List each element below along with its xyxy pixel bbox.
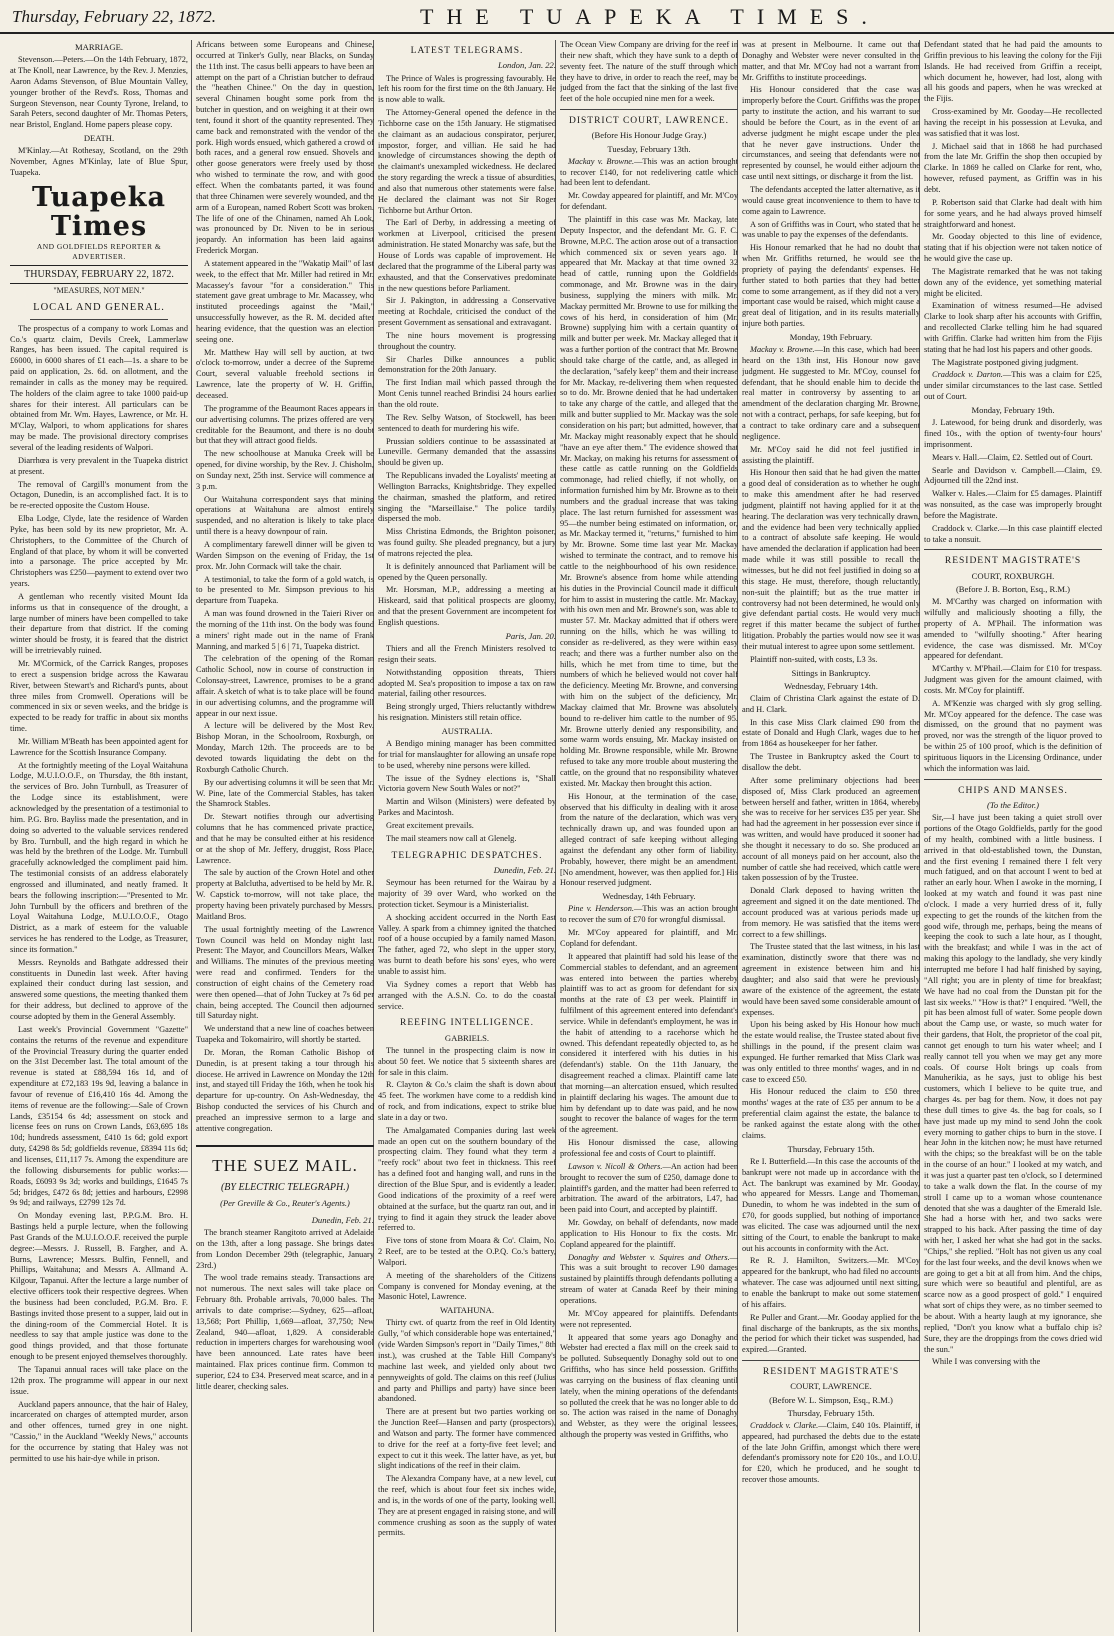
paragraph: Cross-examined by Mr. Gooday—He recollected having the receipt in his possession at Levuka, and was satisfied that it was lost. xyxy=(924,107,1102,138)
paper-name: THE TUAPEKA TIMES. xyxy=(420,4,880,29)
district-court-heading: DISTRICT COURT, LAWRENCE. xyxy=(568,116,729,127)
paragraph: The removal of Cargill's monument from the Octagon, Dunedin, is an accomplished fact. It is to be re-erected opposite the Custom House. xyxy=(10,479,188,511)
paragraph: We understand that a new line of coaches between Tuapeka and Tokomairiro, will shortly be started. xyxy=(196,1024,374,1045)
suez-mail-agents: (Per Greville & Co., Reuter's Agents.) xyxy=(220,1197,350,1208)
paragraph: Prussian soldiers continue to be assassinated at Luneville. Germany demanded that the assassins should be given up. xyxy=(378,436,556,468)
paragraph: M. M'Carthy was charged on information with wilfully and maliciously shooting a filly, the property of A. M'Phail. The information was amended to "wilfully shooting." After hearing evidence, the case was dismissed. Mr. M'Coy appeared for defendant. xyxy=(924,597,1102,661)
dateline: Paris, Jan. 20. xyxy=(505,630,556,641)
paragraph: Being strongly urged, Thiers reluctantly withdrew his resignation. Ministers still retain office. xyxy=(378,702,556,723)
column-1 xyxy=(10,40,188,1632)
paragraph: Mr. M'Coy said he did not feel justified in assisting the plaintiff. xyxy=(742,444,920,465)
paragraph: Sir J. Pakington, in addressing a Conservative meeting at Rochdale, criticised the conduct of the present Government as sensational and extravagant. xyxy=(378,296,556,328)
court-date: Thursday, February 15th. xyxy=(787,1143,875,1154)
paragraph: Re R. J. Hamilton, Switzers.—Mr. M'Coy appeared for the bankrupt, who had filed no accounts whatever. The case was adjourned until next sitting, to enable the bankrupt to make out some statement of his affairs. xyxy=(742,1256,920,1309)
case-name: Donaghy and Webster v. Squires and Others. xyxy=(568,1252,730,1262)
paragraph: The first Indian mail which passed through the Mont Cenis tunnel reached Brindisi 24 hours earlier than the old route. xyxy=(378,378,556,409)
gabriels-heading: GABRIELS. xyxy=(444,1032,490,1043)
case-name: Pine v. Henderson. xyxy=(568,904,634,914)
paragraph: A meeting of the shareholders of the Citizens Company is convened for Monday evening, at the Masonic Hotel, Lawrence. xyxy=(378,1270,556,1302)
paragraph: The celebration of the opening of the Roman Catholic School, now in course of construction in Colonsay-street, Lawrence, promises to be a grand affair. A sketch of what is to take place will be found in our advertising columns, and the programme will appear in our next issue. xyxy=(196,654,374,718)
paragraph: The Prince of Wales is progressing favourably. He left his room for the first time on the 8th January. He is now able to walk. xyxy=(378,73,556,105)
dateline: London, Jan. 22. xyxy=(497,60,556,71)
paragraph: Mr. William M'Beath has been appointed agent for Lawrence for the Scottish Insurance Company. xyxy=(10,736,188,757)
case-name: Craddock v. Darton. xyxy=(932,370,1003,380)
australia-heading: AUSTRALIA. xyxy=(441,725,493,736)
column-3 xyxy=(378,40,556,1632)
dateline: Dunedin, Feb. 21. xyxy=(311,1214,374,1225)
court-date: Thursday, February 15th. xyxy=(787,1407,875,1418)
paragraph: Examination of witness resumed—He advised Clarke to look sharp after his accounts with Griffin, and recollected Clarke telling him he had squared with Griffin. Clarke had written him from the Fijis stating that he had lost his papers and other goods. xyxy=(924,301,1102,354)
paragraph: His Honour remarked that he had no doubt that when Mr. Griffiths returned, he would see the propriety of paying the defendants' expenses. He further stated to both parties that they had better come to some arrangement, as if they did not a very important case would be raised, which might cause a great deal of litigation, and in its results materially injure both parties. xyxy=(742,243,920,329)
paragraph: A son of Griffiths was in Court, who stated that he was unable to pay the expenses of the defendants. xyxy=(742,219,920,240)
paragraph: was at present in Melbourne. It came out that Donaghy and Webster were never consulted in the matter, and that Mr. M'Coy had not a warrant from Mr. Griffiths to institute proceedings. xyxy=(742,40,920,82)
paragraph: Miss Christina Edmonds, the Brighton poisoner, was found guilty. She pleaded pregnancy, but a jury of matrons rejected the plea. xyxy=(378,527,556,558)
court-date: Monday, 19th February. xyxy=(789,331,873,342)
paragraph: The mail steamers now call at Glenelg. xyxy=(386,833,517,843)
reefing-intelligence-heading: REEFING INTELLIGENCE. xyxy=(400,1018,534,1029)
paragraph: Mr. Gowday, on behalf of defendants, now made application to His Honour to fix the costs. Mr. Copland appeared for the plaintiff. xyxy=(560,1218,738,1249)
paragraph: J. Latewood, for being drunk and disorderly, was fined 10s., with the option of twenty-four hours' imprisonment. xyxy=(924,418,1102,449)
paragraph: Five tons of stone from Moara & Co'. Claim, No. 2 Reef, are to be tested at the O.P.Q. Co.'s battery, Walpori. xyxy=(378,1236,556,1267)
paragraph: Dr. Stewart notifies through our advertising columns that he has commenced private practice, and that he may be consulted either at his residence or at the shop of Mr. Jeffery, druggist, Ross Place, Lawrence. xyxy=(196,812,374,865)
court-judge: (Before His Honour Judge Gray.) xyxy=(591,130,707,141)
masthead-motto: "MEASURES, NOT MEN." xyxy=(53,285,145,295)
case-text: —This was an action brought to recover £140, for not redelivering cattle which had been lent to defendant. xyxy=(560,156,738,188)
latest-telegrams-heading: LATEST TELEGRAMS. xyxy=(410,46,524,56)
paragraph: The Magistrate remarked that he was not taking down any of the evidence, yet something material might be elicited. xyxy=(924,266,1102,298)
paragraph: The Alexandra Company have, at a new level, cut the reef, which is about four feet six inches wide, and is, in the words of one of the party, looking well. They are at present engaged in raising stone, and will commence crushing as soon as the supply of water permits. xyxy=(378,1474,556,1538)
paragraph: It appeared that some years ago Donaghy and Webster had erected a flax mill on the creek said to be polluted. Subsequently Donaghy sold out to one Griffiths, who has since held possession. Griffiths was carrying on the business of flax cleaning until lately, when the mining operations of the defendants so polluted the creek that he was no longer able to do so. The action was raised in the name of Donaghy and Webster, as they were the original lessees, although the property was vested in Griffiths, who xyxy=(560,1332,738,1440)
divider xyxy=(924,549,1102,550)
waitahuna-heading: WAITAHUNA. xyxy=(440,1305,494,1316)
court-date: Wednesday, 14th February. xyxy=(602,891,696,902)
paragraph: The Trustee stated that the last witness, in his last examination, distinctly swore that there was no agreement in existence between him and his daughter; and also said that were he previously aware of the existence of the agreement, the estate would have been saved some considerable amount of expenses. xyxy=(742,942,920,1017)
paragraph: The Attorney-General opened the defence in the Tichborne case on the 15th January. He stigmatised the claimant as an audacious conspirator, perjurer, impostor, forger, and villian. He said he had knowledge of circumstances showing the depth of the claimant's unexampled wickedness. He declared the story regarding the wreck a tissue of absurdities, and also that numerous other statements were false. He declared the claimant was not Sir Roger Tichborne but Arthur Orton. xyxy=(378,108,556,215)
paragraph: The Magistrate postponed giving judgment. xyxy=(932,357,1079,367)
court-date: Tuesday, February 13th. xyxy=(607,143,691,154)
paragraph: Mr. Gooday objected to this line of evidence, stating that if his objection were not taken notice of he would give the case up. xyxy=(924,232,1102,264)
paragraph: By our advertising columns it will be seen that Mr. W. Pine, late of the Commercial Stables, has taken the Shamrock Stables. xyxy=(196,777,374,809)
paragraph: Walker v. Hales.—Claim for £5 damages. Plaintiff was nonsuited, as the case was improperly brought before the Magistrate. xyxy=(924,489,1102,520)
paragraph: A complimentary farewell dinner will be given to Warden Simpson on the evening of Friday, the 1st prox. Mr. John Cormack will take the chair. xyxy=(196,539,374,571)
case-paragraph xyxy=(560,1162,738,1216)
marriage-heading: MARRIAGE. xyxy=(75,42,123,52)
paragraph: Claim of Christina Clark against the estate of D. and H. Clark. xyxy=(742,693,920,714)
case-paragraph xyxy=(560,904,738,926)
paragraph: Last week's Provincial Government "Gazette" contains the returns of the revenue and expenditure of the Provincial Treasury during the quarter ended on the 31st December last. The total amount of the revenue is stated at £88,594 16s 1d, and of expenditure at £72,183 19s 9d, leaving a balance in favour of revenue of £16,410 16s 4d. Among the items of revenue are the following:—Sale of Crown Lands, £35154 6s 4d; assessment on stock and license fees on runs on Crown Lands, £63,695 18s 10d; hundreds assessment, £410 1s 6d; gold export duty, £4298 8s 5d; goldfields revenue, £8394 11s 6d; and licenses, £11,117 7s. Among the expenditure are the following disbursements for public works:—Roads, £6093 9s 3d; works and buildings, £1645 7s 5d; bridges, £472 6s 8d; jetties and harbours, £2998 9s 9d; and railways, £2799 12s 7d. xyxy=(10,1024,188,1208)
paragraph: Plaintiff non-suited, with costs, L3 3s. xyxy=(750,654,878,664)
paragraph: There are at present but two parties working on the Junction Reef—Hansen and party (prospectors), and Watson and party. The former have commenced to drive for the reef at a forty-five feet level; and expect to cut it this week. The latter have, as yet, but slight indications of the reef in their claim. xyxy=(378,1407,556,1471)
paragraph: Re Puller and Grant.—Mr. Gooday applied for the final discharge of the bankrupts, as the six months, the period for which their ticket was suspended, had expired.—Granted. xyxy=(742,1312,920,1355)
death-notice: M'Kinlay.—At Rothesay, Scotland, on the 29th November, Agnes M'Kinlay, late of Blue Spur, Tuapeka. xyxy=(10,146,188,177)
paragraph: The programme of the Beaumont Races appears in our advertising columns. The prizes offered are very creditable for the Beaumont, and there is no doubt but that they will attract good fields. xyxy=(196,403,374,446)
paragraph: Auckland papers announce, that the hair of Haley, incarcerated on charges of attempted murder, arson and other offences, turned grey in one night. "Cassio," in the Auckland "Weekly News," accounts for the occurrence by stating that Haley was not permitted to use his hair-dye while in prison. xyxy=(10,1399,188,1463)
case-paragraph xyxy=(924,370,1102,403)
paragraph: Sir,—I have just been taking a quiet stroll over portions of the Otago Goldfields, partly for the good of my health, combined with a little business. I arrived in that old-established town, the Dunstan, and the first evening I remained there I felt very much fatigued, and on that account I went to bed at rather an early hour. When I awoke in the morning, I looked at my watch and found it was past nine o'clock. I made a very hurried dress of it, fully expecting to get the rounds of the kitchen from the good wife, through me, perhaps, being the means of keeping the cook to such a late hour, as I thought, with the breakfast; and while I was in the act of making this apology to the landlady, she very kindly interrupted me before I had half finished by saying, "All right; you are in plenty of time for breakfast; We have had no coal from the Dunstan pit for the last six weeks." "How is that?" I enquired. "Well, the pit has been almost full of water. Some people down about the Camp use, or waste, so much water for their gardens, that Holt, the proprietor of the coal pit, cannot get enough to turn his water wheel; and I really cannot tell you when we may get any more coals. Of course Holt brings up coals from Manuherikia, as he says, just to oblige his best customers, which I believe to be quite true, and charges 4s. per bag for them. Now, it does not pay these dull times to give 4s. the bag for coals, so I have just made up my mind to send John the cook every morning to gather chips to burn in the stove. I hear John in the kitchen now; he must have returned with the chips; so the breakfast will be on the table in the course of an hour." I looked at my watch, and it was just a quarter past ten o'clock, so I determined to take a walk down the flat. In the course of my stroll I came up to a woman whose countenance denoted that she was a daughter of the Emerald Isle. She had a horse with her, and two sacks were strapped to his back. After passing the time of day with her, I asked her what she had got in the sacks. "Chips," she replied. "Holt has not given us any coal for the last four weeks, and the devil knows when we are going to get a bit at all from him. And the chips, sure which were so beautiful and plentiful, are as scarce now as a good prospect of gold." I enquired what sort of chips they were, as no timber seemed to be about. With a hearty laugh at my ignorance, she replied, "Don't you know what a buffalo chip is? Sure, they are the droppings from the cows dried wid the sun." xyxy=(924,813,1102,1354)
column-5 xyxy=(742,40,920,1632)
paragraph: It is definitely announced that Parliament will be opened by the Queen personally. xyxy=(378,561,556,582)
paragraph: The Republicans invaded the Loyalists' meeting at Wellington Barracks, Knightsbridge. They expelled the chairman, smashed the platform, and retired singing the "Marseillaise." The police tardily dispersed the mob. xyxy=(378,471,556,524)
case-text: —This was a suit brought to recover L90 damages sustained by plaintiffs through defendants polluting a stream of water at Canada Reef by their mining operations. xyxy=(560,1252,738,1305)
paragraph: Mr. M'Cormick, of the Carrick Ranges, proposes to erect a suspension bridge across the Kawarau River, between Stewart's and Richard's punts, about three miles from Cromwell. Operations will be commenced in six or seven weeks, and the bridge is expected to be ready for traffic in about six months time. xyxy=(10,659,188,734)
paragraph: J. Michael said that in 1868 he had purchased from the late Mr. Griffin the shop then occupied by Clarke. In 1869 he called on Clarke for rent, who, however, refused payment, as Griffin was in his debt. xyxy=(924,141,1102,194)
paragraph: His Honour then said that he had given the matter a good deal of consideration as to whether he ought to make this amendment after he had reserved judgment, plaintiff not having applied for it at the hearing. The declaration was very technically drawn, and the evidence had been very technically applied to a contract of absolute safe keeping. He would have amended the declaration if application had been made while it was still possible to recall the witnesses, but he did not feel justified in doing so at this stage. He must, therefore, though reluctantly, non-suit the plaintiff; but as the true matter in controversy had not been determined, he would only give defendant partial costs. He would very much regret if this matter became the subject of further litigation. Probably the parties would now see it was their mutual interest to agree upon some settlement. xyxy=(742,468,920,651)
chips-and-manses-heading: CHIPS AND MANSES. xyxy=(958,785,1068,796)
paragraph: A Bendigo mining manager has been committed for trial for manslaughter for allowing an unsafe rope to be used, whereby nine persons were killed. xyxy=(378,739,556,770)
marriage-notice: Stevenson.—Peters.—On the 14th February, 1872, at The Knoll, near Lawrence, by the Rev. J. Menzies, Aaron Adams Stevenson, of Blue Mountain Valley, younger brother of the Revd's. Ross, Thomas and Surgeon Stevenson, near County Tyrone, Ireland, to Sarah Peters, second daughter of Mr. Thomas Peters, near Bristol, England. Home papers please copy. xyxy=(10,55,188,130)
columns xyxy=(8,40,1106,1632)
rm-roxburgh-heading: RESIDENT MAGISTRATE'S xyxy=(944,556,1082,567)
paragraph: A gentleman who recently visited Mount Ida informs us that in consequence of the drought, a large number of miners have been compelled to take their departure from that district. If the coming winter should be frosty, it is feared that the district will be irretrievably ruined. xyxy=(10,591,188,656)
paragraph: Mr. Cowday appeared for plaintiff, and Mr. M'Coy for defendant. xyxy=(560,191,738,212)
paragraph: The prospectus of a company to work Lomas and Co.'s quartz claim, Devils Creek, Lammerlaw Ranges, has been issued. The capital required is £6000, in 6000 shares of £1 each—1s. a share to be paid on application, 2s. 6d. on allotment, and the remainder in calls as the money may be required. The holders of the claim agree to take 1000 paid-up shares for their interest. All particulars can be obtained from Mr. Wm. Hayes, Lawrence, or Mr. H. M'Clay, Walpori, to whom applications for shares may be made. The provisional directory comprises several of the leading residents of Walpori. xyxy=(10,323,188,452)
paragraph: A shocking accident occurred in the North East Valley. A spark from a chimney ignited the thatched roof of a house occupied by a family named Mason. The father, aged 72, who slept in the upper story, was burnt to death before his sons' eyes, who were unable to assist him. xyxy=(378,912,556,976)
paragraph: The plaintiff in this case was Mr. Mackay, late Deputy Inspector, and the defendant Mr. G. F. C. Browne, M.P.C. The action arose out of a transaction which commenced six or seven years ago. It appeared that Mr. Mackay at that time owned 32 head of cattle, running upon the Goldfields commonage, and Mr. Browne was in the dairy business, supplying the miners with milk. Mr. Mackay permitted Mr. Browne to use for milking the cows of his herd, in consideration of him (Mr. Browne) supplying him with a certain quantity of milk and butter per week. Mr. Mackay alleged that it was a further portion of the contract that Mr. Browne should take charge of the cattle, and, as alleged in the declaration, "safely keep" them and their increase for Mr. Mackay, re-delivering them when requested so to do. Mr. Browne denied that he had undertaken to take any charge of the cattle, and alleged that the milk and butter supplied to Mr. Mackay was the sole consideration on his part; but admitted, however, that Mr. Mackay might reasonably expect that he should "have an eye after them." The evidence showed that Mr. Mackay, on making his returns for assessment of these cattle as cattle running on the Goldfields commonage, had relied chiefly, if not wholly, on information furnished him by Mr. Browne as to their numbers and the gradual increase that was taking place. The last return furnished for assessment was 95—the number being estimated on information, or, as Mr. Mackay termed it, "returns," furnished to him by Mr. Browne. Some time last year Mr. Mackay wished to terminate the contract, and to remove his cattle to the neighbourhood of his own residence. Mr. Browne's absence from home while attending his duties in the Provincial Council made it difficult for him to assist in mustering the cattle. Mr. Mackay, with his own men and Mr. Browne's son, was able to muster 57. Mr. Mackay admitted that if others were running on the hills, which he was willing to consider as re-delivered, as they were within easy reach; and there was a further number also on the hills, which he met from time to time, but the numbers of which he believed would not cover half the deficiency. Meeting Mr. Browne, and conversing with him on the subject of the deficiency, Mr. Mackay claimed that Mr. Browne was absolutely bound to re-deliver him cattle to the number of 95. Mr. Browne utterly denied any responsibility, and some warm words ensuing, Mr. Mackay insisted on holding Mr. Browne responsible, while Mr. Browne refused to take any more trouble about mustering the cattle, on the ground that no responsibility whatever existed. Mr. Mackay then brought this action. xyxy=(560,214,738,788)
paragraph: Sir Charles Dilke announces a public demonstration for the 20th January. xyxy=(378,354,556,375)
masthead-title: Tuapeka Times xyxy=(32,181,166,243)
case-name: Lawson v. Nicoll & Others. xyxy=(568,1161,663,1171)
paragraph: His Honour, at the termination of the case, observed that his difficulty in dealing with it arose from the nature of the declaration, which was very technically drawn up, and was founded upon an alleged contract of safe keeping without alleging against the defendant any other form of liability. Probably, however, there might be an amendment. [No amendment, however, was then applied for.] His Honour reserved judgment. xyxy=(560,791,738,888)
case-paragraph xyxy=(742,1421,920,1486)
suez-mail-heading: THE SUEZ MAIL. xyxy=(196,1145,374,1177)
paragraph: Diarrhœa is very prevalent in the Tuapeka district at present. xyxy=(10,455,188,476)
paragraph: The wool trade remains steady. Transactions are not numerous. The next sales will take place on February 8th. Probable arrivals, 70,000 bales. The arrivals to date comprise:—Sydney, 625—afloat, 13,568; Port Phillip, 1,669—afloat, 37,750; New Zealand, 940—afloat, 1,829. A considerable reduction in imperters charges for warehousing wool have been announced. Late rates have been maintained. Flax prices continue firm. Common to superior, £24 to £34. Preserved meat scarce, and in a little dearer, checking sales. xyxy=(196,1273,374,1391)
paragraph: The sale by auction of the Crown Hotel and other property at Balclutha, advertised to be held by Mr. R. W. Capstick to-morrow, will not take place, the property having been privately purchased by Messrs. Maitland Bros. xyxy=(196,868,374,921)
paragraph: Upon his being asked by His Honour how much the estate would realise, the Trustee stated about five shillings in the pound, if the present claim was expunged. He further remarked that Miss Clark was was only entitled to three months' wages, and in no case to exceed £50. xyxy=(742,1020,920,1084)
paragraph: Messrs. Reynolds and Bathgate addressed their constituents in Dunedin last week. After having explained their conduct during last session, and answered some questions, the meeting thanked them for their address, but declined to approve of the course adopted by them in the General Assembly. xyxy=(10,957,188,1021)
paragraph: A testimonial, to take the form of a gold watch, is to be presented to Mr. Simpson previous to his departure from Tuapeka. xyxy=(196,574,374,606)
paragraph: Searle and Davidson v. Campbell.—Claim, £9. Adjourned till the 22nd inst. xyxy=(924,465,1102,486)
paragraph: At the fortnightly meeting of the Loyal Waitahuna Lodge, M.U.I.O.O.F., on Thursday, the 8th instant, the services of Bro. John Turnbull, as Treasurer of the Lodge since its establishment, were acknowledged by the presentation of a testimonial to him. P.G. Bro. Bayliss made the presentation, and in doing so adverted to the valuable services rendered by Bro. Turnbull, and the high regard in which he was held by the brethren of the Lodge. Mr. Turnbull gracefully acknowledged the compliment paid him. The testimonial consists of an address elaborately engrossed and illuminated, and neatly framed. It bears the following inscription:—"Presented to Mr. John Turnbull by the officers and brethren of the Loyal Waitahuna Lodge, M.U.I.O.O.F., Otago District, as a mark of esteem for the valuable services he has rendered to the Lodge, as Treasurer, since its formation." xyxy=(10,760,188,954)
masthead xyxy=(10,183,188,296)
paragraph: Africans between some Europeans and Chinese, occurred at Tinker's Gully, near Blacks, on Sunday the 11th inst. The casus belli appears to have been an attempt on the part of a Christian butcher to defraud the "heathen Chinee." On the day in question, several Chinamen bought some pork from the butcher in question, and on weighing it at their own tent, found it short of the quantity represented. They came back and remonstrated with the vendor of the pork. High words ensued, which gathered a crowd of both races, and a general row ensued. Shovels and other goose generators were freely used by those who wished to terminate the row, and with good effect. When the combatants parted, it was found that three Chinamen were severely wounded, and the arm of a European, named Robert Scott was broken. The life of one of the Chinamen, named Ah Look, was pronounced by Dr. Niven to be in serious jeopardy. An information has been laid against Frederick Morgan. xyxy=(196,40,374,256)
section-heading: LOCAL AND GENERAL. xyxy=(33,302,165,314)
paragraph: The nine hours movement is progressing throughout the country. xyxy=(378,330,556,351)
divider xyxy=(30,319,168,320)
bankruptcy-heading: Sittings in Bankruptcy. xyxy=(791,667,871,678)
paragraph: The branch steamer Rangitoto arrived at Adelaide on the 13th, after a long passage. She brings dates from London December 29th (telegraphic, January 23rd.) xyxy=(196,1228,374,1270)
rm-court-subheading: COURT, LAWRENCE. xyxy=(790,1381,872,1392)
issue-date: Thursday, February 22, 1872. xyxy=(12,7,216,26)
paragraph: The Earl of Derby, in addressing a meeting of workmen at Liverpool, criticised the present administration. He stated Monarchy was safe, but the House of Lords was capable of improvement. He declared that the programme of the Liberal party was exhausted, and that the Conservatives predominate in the new questions before Parliament. xyxy=(378,218,556,293)
column-4 xyxy=(560,40,738,1632)
case-text: —Claim, £40 10s. Plaintiff, it appeared, had purchased the debts due to the estate of the late John Griffin, amongst which there were defendant's promissory note for £20 10s., and I.O.U. for £20, which he produced, and he sought to recover those amounts. xyxy=(742,1420,920,1485)
paragraph: A lecture will be delivered by the Most Rev. Bishop Moran, in the Schoolroom, Roxburgh, on Monday, March 12th. The proceeds are to be devoted towards liquidating the debt on the Roxburgh Catholic Church. xyxy=(196,721,374,774)
paragraph: In this case Miss Clark claimed £90 from the estate of Donald and Hugh Clark, wages due to her from 1864 as housekeeper for her father. xyxy=(742,717,920,749)
paragraph: His Honour considered that the case was improperly before the Court. Griffiths was the proper party to institute the action, and his warrant to sue should be before the Court, as in the event of an adverse judgment he might escape under the plea that he never gave instructions. Under the circumstances, and seeing that defendants were not represented by counsel, he would either adjourn the case until next sittings, or discharge it from the list. xyxy=(742,85,920,182)
paragraph: Great excitement prevails. xyxy=(386,821,474,831)
divider xyxy=(742,1360,920,1361)
column-2 xyxy=(196,40,374,1632)
court-date: Wednesday, February 14th. xyxy=(784,680,878,691)
paragraph: Notwithstanding opposition threats, Thiers adopted M. Sea's proposition to impose a tax on raw material, failing other resources. xyxy=(378,667,556,699)
court-date: Monday, February 19th. xyxy=(971,405,1055,415)
paragraph: A man was found drowned in the Taieri River on the morning of the 11th inst. On the body was found a miners' right made out in the name of Frank Manning, and marked 5 | 6 | 71, Tuapeka district. xyxy=(196,609,374,651)
paragraph: The defendants accepted the latter alternative, as it would cause great inconvenience to them to have to come again to Lawrence. xyxy=(742,184,920,216)
suez-mail-subheading: (BY ELECTRIC TELEGRAPH.) xyxy=(220,1181,350,1193)
paragraph: The tunnel in the prospecting claim is now in about 50 feet. We notice that 5 sixteenth shares are for sale in this claim. xyxy=(378,1045,556,1077)
paragraph: Thiers and all the French Ministers resolved to resign their seats. xyxy=(378,644,556,664)
paragraph: P. Robertson said that Clarke had dealt with him for some years, and he had always proved himself straightforward and honest. xyxy=(924,197,1102,229)
court-judge: (Before J. B. Borton, Esq., R.M.) xyxy=(955,583,1071,594)
paragraph: Seymour has been returned for the Wairau by a majority of 39 over Ward, who worked on the protection ticket. Seymour is a Ministerialist. xyxy=(378,878,556,909)
case-text: —This was an action brought to recover the sum of £70 for wrongful dismissal. xyxy=(560,904,738,925)
paragraph: Mr. M'Coy appeared for plaintiff, and Mr. Copland for defendant. xyxy=(560,928,738,948)
paragraph: The Amalgamated Companies during last week made an open cut on the southern boundary of the prospecting claim. They found what they term a "reefy rock" about two feet in thickness. This reef has a defined foot and hanging wall, and runs in the direction of the Blue Spur, and is evidently a leader. Good indications of the proximity of a reef were obtained at the surface, but the quartz ran out, and in trying to find it again they struck the leader above referred to. xyxy=(378,1125,556,1233)
death-heading: DEATH. xyxy=(83,133,115,144)
divider xyxy=(560,109,738,110)
paragraph: After some preliminary objections had been disposed of, Miss Clark produced an agreement between herself and father, written in 1864, whereby she was to receive for her services £35 per year. She had had the agreement in her possession ever since it was written, and would have produced it sooner had she thought it necessary to do so. She produced an account of all moneys paid on her account, also the number of cattle she had received, which cattle were taken possession of by the Trustee. xyxy=(742,775,920,883)
paragraph: Mr. Matthew Hay will sell by auction, at two o'clock to-morrow, under a decree of the Supreme Court, several valuable freehold sections in Lawrence, late the property of W. H. Griffin, deceased. xyxy=(196,347,374,400)
paragraph: A statement appeared in the "Wakatip Mail" of last week, to the effect that Mr. Miller had retired in Mr. Macassey's favour "for a consideration." This statement gave great umbrage to Mr. Macassey, who instituted proceedings against the "Mail," unsuccessfully however, as the R. M. decided after hearing evidence, that the question was an election seeing one. xyxy=(196,258,374,344)
paragraph: R. Clayton & Co.'s claim the shaft is down about 45 feet. The workmen have come to a reddish kind of rock, and from indications, expect to strike blue slate in a day or two. xyxy=(378,1080,556,1122)
case-name: Craddock v. Clarke. xyxy=(750,1420,819,1430)
running-head xyxy=(0,0,1114,34)
case-paragraph xyxy=(742,345,920,443)
paragraph: Defendant stated that he had paid the amounts to Griffin previous to his leaving the colony for the Fiji Islands. He had received from Griffin a receipt, which document he, however, had lost, along with all his goods and papers, when he was wrecked at the Fijis. xyxy=(924,40,1102,104)
paragraph: Our Waitahuna correspondent says that mining operations at Waitahuna are almost entirely suspended, and no alteration is likely to take place until there is a heavy downpour of rain. xyxy=(196,494,374,537)
case-name: Mackay v. Browne. xyxy=(568,156,635,166)
paragraph: Re I. Butterfield.—In this case the accounts of the bankrupt were not made up in accordance with the Act. The bankrupt was examined by Mr. Gooday, who appeared for Messrs. Lange and Thomeman, Dunedin, to whom he was indebted in the sum of £70, for goods supplied, but nothing of importance was elicited. The case was adjourned until the next sitting of the Court, to enable the bankrupt to make out his accounts in conformity with the Act. xyxy=(742,1156,920,1253)
paragraph: Mears v. Hall.—Claim, £2. Settled out of Court. xyxy=(932,452,1093,462)
rm-roxburgh-subheading: COURT, ROXBURGH. xyxy=(971,570,1055,581)
paragraph: A. M'Kenzie was charged with sly grog selling. Mr. M'Coy appeared for the defence. The case was dismissed, on the ground that no payment was proved, nor was the strength of the liquor proved to be within 25 of 100 proof, which is the definition of spirituous liquors in the Licensing Ordinance, under which the information was laid. xyxy=(924,698,1102,773)
case-name: Mackay v. Browne. xyxy=(750,345,815,355)
column-6 xyxy=(924,40,1102,1632)
letter-address: (To the Editor.) xyxy=(987,799,1039,810)
paragraph: The Rev. Selby Watson, of Stockwell, has been sentenced to death for murdering his wife. xyxy=(378,412,556,433)
paragraph: It appeared that plaintiff had sold his lease of the Commercial stables to defendant, and an agreement was entered into between the parties whereby plaintiff was to act as groom for defendant for six months at the rate of £3 per week. Plaintiff in fulfilment of this agreement entered into defendant's service. While in defendant's employment, he was in the habit of attending to a racehorse which he owned. This defendant repeatedly objected to, as he considered it interfered with his duties in his (defendant's) stable. On the 11th January, the disagreement reached a climax. Plaintiff came late that morning—an altercation ensued, which resulted in plaintiff declaring his wages. The amount due to him by defendant up to date was paid, and he now sought to recover the balance of wages for the term of the agreement. xyxy=(560,951,738,1135)
rm-court-heading: RESIDENT MAGISTRATE'S xyxy=(762,1367,900,1378)
case-text: —This was a claim for £25, under similar circumstances to the last case. Settled out of Court. xyxy=(924,370,1102,402)
paragraph: On Monday evening last, P.P.G.M. Bro. H. Bastings held a purple lecture, when the following Past Grands of the M.U.I.O.O.F. received the purple degree:—Messrs. J. Russell, B. Fargher, and A. Burns, Lawrence; Messrs. Bulfin, Fennell, and Phillips, Waitahuna; and Messrs A. Allmand A. Kilgour, Tapanui. After the lecture a large number of elective officers took their respective degrees. When the business had been concluded, P.G.M. Bro. F. Bastings invited those present to a supper, laid out in the dining-room of the Commercial Hotel. It is needless to say that ample justice was done to the good things provided, and that those fortunate enough to be present enjoyed themselves thoroughly. xyxy=(10,1211,188,1362)
dateline: Dunedin, Feb. 21. xyxy=(493,865,556,876)
divider xyxy=(924,779,1102,780)
paragraph: The Ocean View Company are driving for the reef in their new shaft, which they have sunk to a depth of seventy feet. The nature of the stuff through which they have to drive, in order to reach the reef, may be judged from the fact that the sinking of the last five feet of the hole occupied nine men for a week. xyxy=(560,40,738,104)
masthead-subtitle: AND GOLDFIELDS REPORTER & ADVERTISER. xyxy=(36,242,162,261)
paragraph: His Honour reduced the claim to £50 three months' wages at the rate of £35 per annum to be a preferential claim against the estate, the balance to be ranked against the estate along with the other claims. xyxy=(742,1087,920,1140)
case-text: —An action had been brought to recover the sum of £250, damage done to plaintiff's garden, and the matter had been referred to arbitration. The award of the arbitrators, L47, had been paid into Court, and accepted by plaintiff. xyxy=(560,1161,738,1215)
case-paragraph xyxy=(560,157,738,190)
paragraph: Donald Clark deposed to having written the agreement and signed it on the date mentioned. The account produced was at various periods made up from memory. He was satisfied that the items were correct to a few shillings. xyxy=(742,886,920,939)
paragraph: While I was conversing with the xyxy=(932,1357,1041,1367)
paragraph: The usual fortnightly meeting of the Lawrence Town Council was held on Monday night last. Present: The Mayor, and Councillors Mears, Walker and Williams. The minutes of the previous meeting were read and confirmed. Tenders for the construction of eight chains of the Cemetery road were then opened—that of John Tuckey at 7s 6d per chain, being accepted. The Council then adjourned till Saturday night. xyxy=(196,924,374,1021)
paragraph: The new schoolhouse at Manuka Creek will be opened, for divine worship, by the Rev. J. Chisholm, on Sunday next, 25th inst. Service will commence at 3 p.m. xyxy=(196,449,374,491)
court-judge: (Before W. L. Simpson, Esq., R.M.) xyxy=(769,1394,893,1405)
paragraph: Mr. Horsman, M.P., addressing a meeting at Hiskeard, said that political prospects are gloomy, and that the present Government are incompetent for English questions. xyxy=(378,585,556,628)
paragraph: Via Sydney comes a report that Webb has arranged with the A.S.N. Co. to do the coastal service. xyxy=(378,979,556,1011)
paragraph: His Honour dismissed the case, allowing professional fee and costs of Court to plaintiff. xyxy=(560,1138,738,1159)
telegraphic-despatches-heading: TELEGRAPHIC DESPATCHES. xyxy=(391,850,543,861)
paragraph: Elba Lodge, Clyde, late the residence of Warden Pyke, has been sold by its new proprietor, Mr. A. Christophers, to the Committee of the Church of England of that place, by whom it will be converted into a parsonage. The price accepted by Mr. Christophers was £250—payment to extend over two years. xyxy=(10,514,188,589)
paragraph: M'Carthy v. M'Phail.—Claim for £10 for trespass. Judgment was given for the amount claimed, with costs. Mr. M'Coy for plaintiff. xyxy=(924,664,1102,695)
paragraph: Martin and Wilson (Ministers) were defeated by Parkes and Macintosh. xyxy=(378,797,556,818)
paragraph: Craddock v. Clarke.—In this case plaintiff elected to take a nonsuit. xyxy=(924,523,1102,544)
paragraph: Thirty cwt. of quartz from the reef in Old Identity Gully, "of which considerable hope was entertained," (vide Warden Simpson's report in "Daily Times," 8th inst.), was crushed at the Table Hill Company's machine last week, and yielded only about two pennyweights of gold. The claims on this reef (Julius and party and Phillips and party) have since been abandoned. xyxy=(378,1318,556,1404)
case-text: —In this case, which had been heard on the 13th inst, His Honour now gave judgment. He suggested to Mr. M'Coy, counsel for defendant, that he should enable him to decide the real matter in controversy by assenting to an amendment of the declaration charging Mr. Browne, not with a contract, perhaps, for safe keeping, but for a contract to take ordinary care and a subsequent negligence. xyxy=(742,345,920,441)
paragraph: The Tapanui annual races will take place on the 12th prox. The programme will appear in our next issue. xyxy=(10,1365,188,1396)
masthead-date: THURSDAY, FEBRUARY 22, 1872. xyxy=(10,265,188,284)
paragraph: Mr. M'Coy appeared for plaintiffs. Defendants were not represented. xyxy=(560,1308,738,1329)
case-paragraph xyxy=(560,1253,738,1307)
paragraph: The issue of the Sydney elections is, "Shall Victoria govern New South Wales or not?" xyxy=(378,773,556,794)
paragraph: Dr. Moran, the Roman Catholic Bishop of Dunedin, is at present taking a tour through his diocese. He arrived in Lawrence on Monday the 12th inst, and stayed till Friday the 16th, when he took his departure for up-country. On Ash-Wednesday, the Bishop conducted the services of his Church and preached an impressive sermon to a large and attentive congregation. xyxy=(196,1047,374,1133)
paragraph: The Trustee in Bankruptcy asked the Court to disallow the debt. xyxy=(742,752,920,772)
